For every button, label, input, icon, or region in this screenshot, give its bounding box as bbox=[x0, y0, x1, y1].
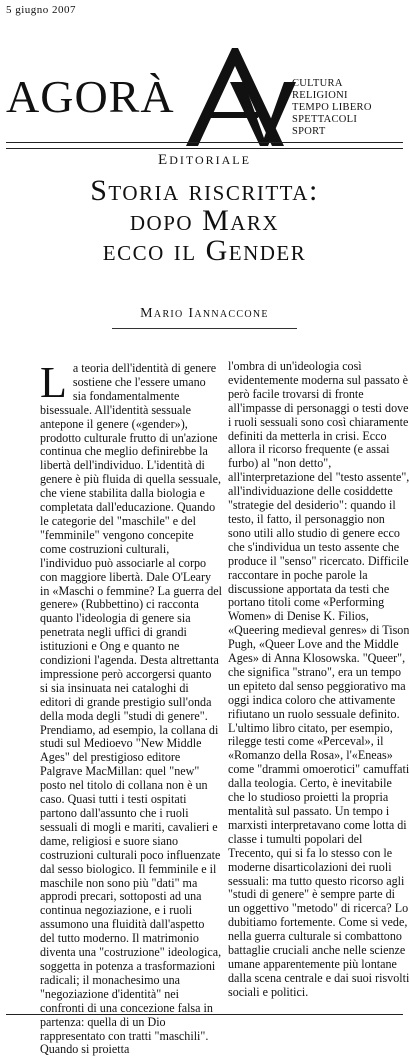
kicker-label: DITORIALE bbox=[169, 153, 251, 167]
section-label: SPETTACOLI bbox=[292, 114, 358, 125]
article-column-2 bbox=[228, 360, 409, 1000]
section-label: SPORT bbox=[292, 126, 326, 137]
section-label: CULTURA bbox=[292, 78, 343, 89]
byline-rule bbox=[112, 328, 297, 329]
article-column-1 bbox=[40, 358, 223, 1057]
headline bbox=[0, 176, 409, 266]
footer-rule bbox=[6, 1014, 403, 1015]
author-byline: Mario Iannaccone bbox=[140, 306, 269, 321]
drop-cap: L bbox=[40, 358, 67, 407]
masthead-logo-icon bbox=[180, 42, 298, 150]
headline-line: dopo Marx bbox=[129, 204, 280, 237]
headline-line: Storia riscritta: bbox=[90, 174, 319, 207]
masthead bbox=[0, 20, 409, 140]
section-list bbox=[292, 78, 372, 138]
masthead-title: AGORÀ bbox=[6, 71, 175, 122]
section-label: TEMPO LIBERO bbox=[292, 102, 372, 113]
kicker-initial: E bbox=[158, 152, 170, 168]
headline-line: ecco il Gender bbox=[102, 234, 307, 267]
header-rule bbox=[6, 148, 403, 149]
kicker bbox=[0, 152, 409, 169]
publication-date: 5 giugno 2007 bbox=[6, 4, 77, 16]
column-text: l'ombra di un'ideologia così evidentemente moderna sul passato è però facile trovarsi di fronte all'impasse di personaggi o testi dove i ruoli sessuali sono così chiaramente definiti da metterla in crisi. Ecco allora il ricorso frequente (e assai furbo) al "non detto", all'interpretazione del "testo assente", all'individuazione delle cosiddette "strategie del desiderio": quando il testo, il fatto, il personaggio non sono utili allo studio di genere ecco che s'individua un testo assente che produce il "senso" ricercato. Difficile raccontare in poche parole la discussione apportata da testi che portano titoli come «Performing Women» di Denise K. Filios, «Queering medieval genres» di Tison Pugh, «Queer Love and the Middle Ages» di Anna Klosowska. "Queer", che significa "strano", era un tempo un epiteto dal senso peggiorativo ma oggi indica coloro che attivamente rifiutano un ruolo sessuale definito. L'ultimo libro citato, per esempio, rilegge testi come «Perceval», il «Romanzo della Rosa», l'«Eneas» come "drammi omoerotici" camuffati dalla teologia. Certo, è inevitabile che lo studioso proietti la propria mentalità sul passato. Un tempo i marxisti interpretavano come lotta di classe i tumulti popolari del Trecento, qui si fa lo stesso con le moderne disarticolazioni dei ruoli sessuali: ma tutto questo ricorso agli "studi di genere" è sempre parte di un oggettivo "metodo" di ricerca? Lo dubitiamo fortemente. Come si vede, nella guerra culturale si combattono battaglie cruciali anche nelle scienze umane apparentemente più lontane dalla scena centrale e dai suoi risvolti sociali e politici. bbox=[228, 359, 409, 999]
header-rule bbox=[6, 142, 403, 143]
column-text: a teoria dell'identità di genere sostiene che l'essere umano sia fondamentalmente bisessuale. All'identità sessuale antepone il genere («gender»), prodotto culturale frutto di un'azione continua che meglio definirebbe la libertà dell'individuo. L'identità di genere è più fluida di quella sessuale, che viene stabilita dalla biologia e completata dall'educazione. Quando le categorie del "maschile" e del "femminile" vengono concepite come costruzioni culturali, l'individuo può associarle al corpo con maggiore libertà. Dale O'Leary in «Maschi o femmine? La guerra del genere» (Rubbettino) ci racconta quanto l'ideologia di genere sia penetrata negli uffici di grandi istituzioni e Ong e quanto ne condizioni l'agenda. Desta altrettanta impressione però accorgersi quanto si sia insinuata nei cataloghi di editori di grande prestigio sull'onda della moda degli "studi di genere". Prendiamo, ad esempio, la collana di studi sul Medioevo "New Middle Ages" del prestigioso editore Palgrave MacMillan: quel "new" posto nel titolo di collana non è un caso. Quasi tutti i testi ospitati partono dall'assunto che i ruoli sessuali di mogli e mariti, cavalieri e dame, religiosi e suore siano costruzioni culturali poco influenzate dal sesso biologico. Il femminile e il maschile non sono più "dati" ma approdi precari, sottoposti ad una continua negoziazione, e i ruoli assumono una fluidità dall'aspetto del tutto moderno. Il matrimonio diventa una "costruzione" ideologica, soggetta in potenza a trasformazioni radicali; il monachesimo una "negoziazione d'identità" nei confronti di una concezione falsa in partenza: quella di un Dio rappresentato con tratti "maschili". Quando si proietta bbox=[40, 361, 223, 1057]
section-label: RELIGIONI bbox=[292, 90, 348, 101]
